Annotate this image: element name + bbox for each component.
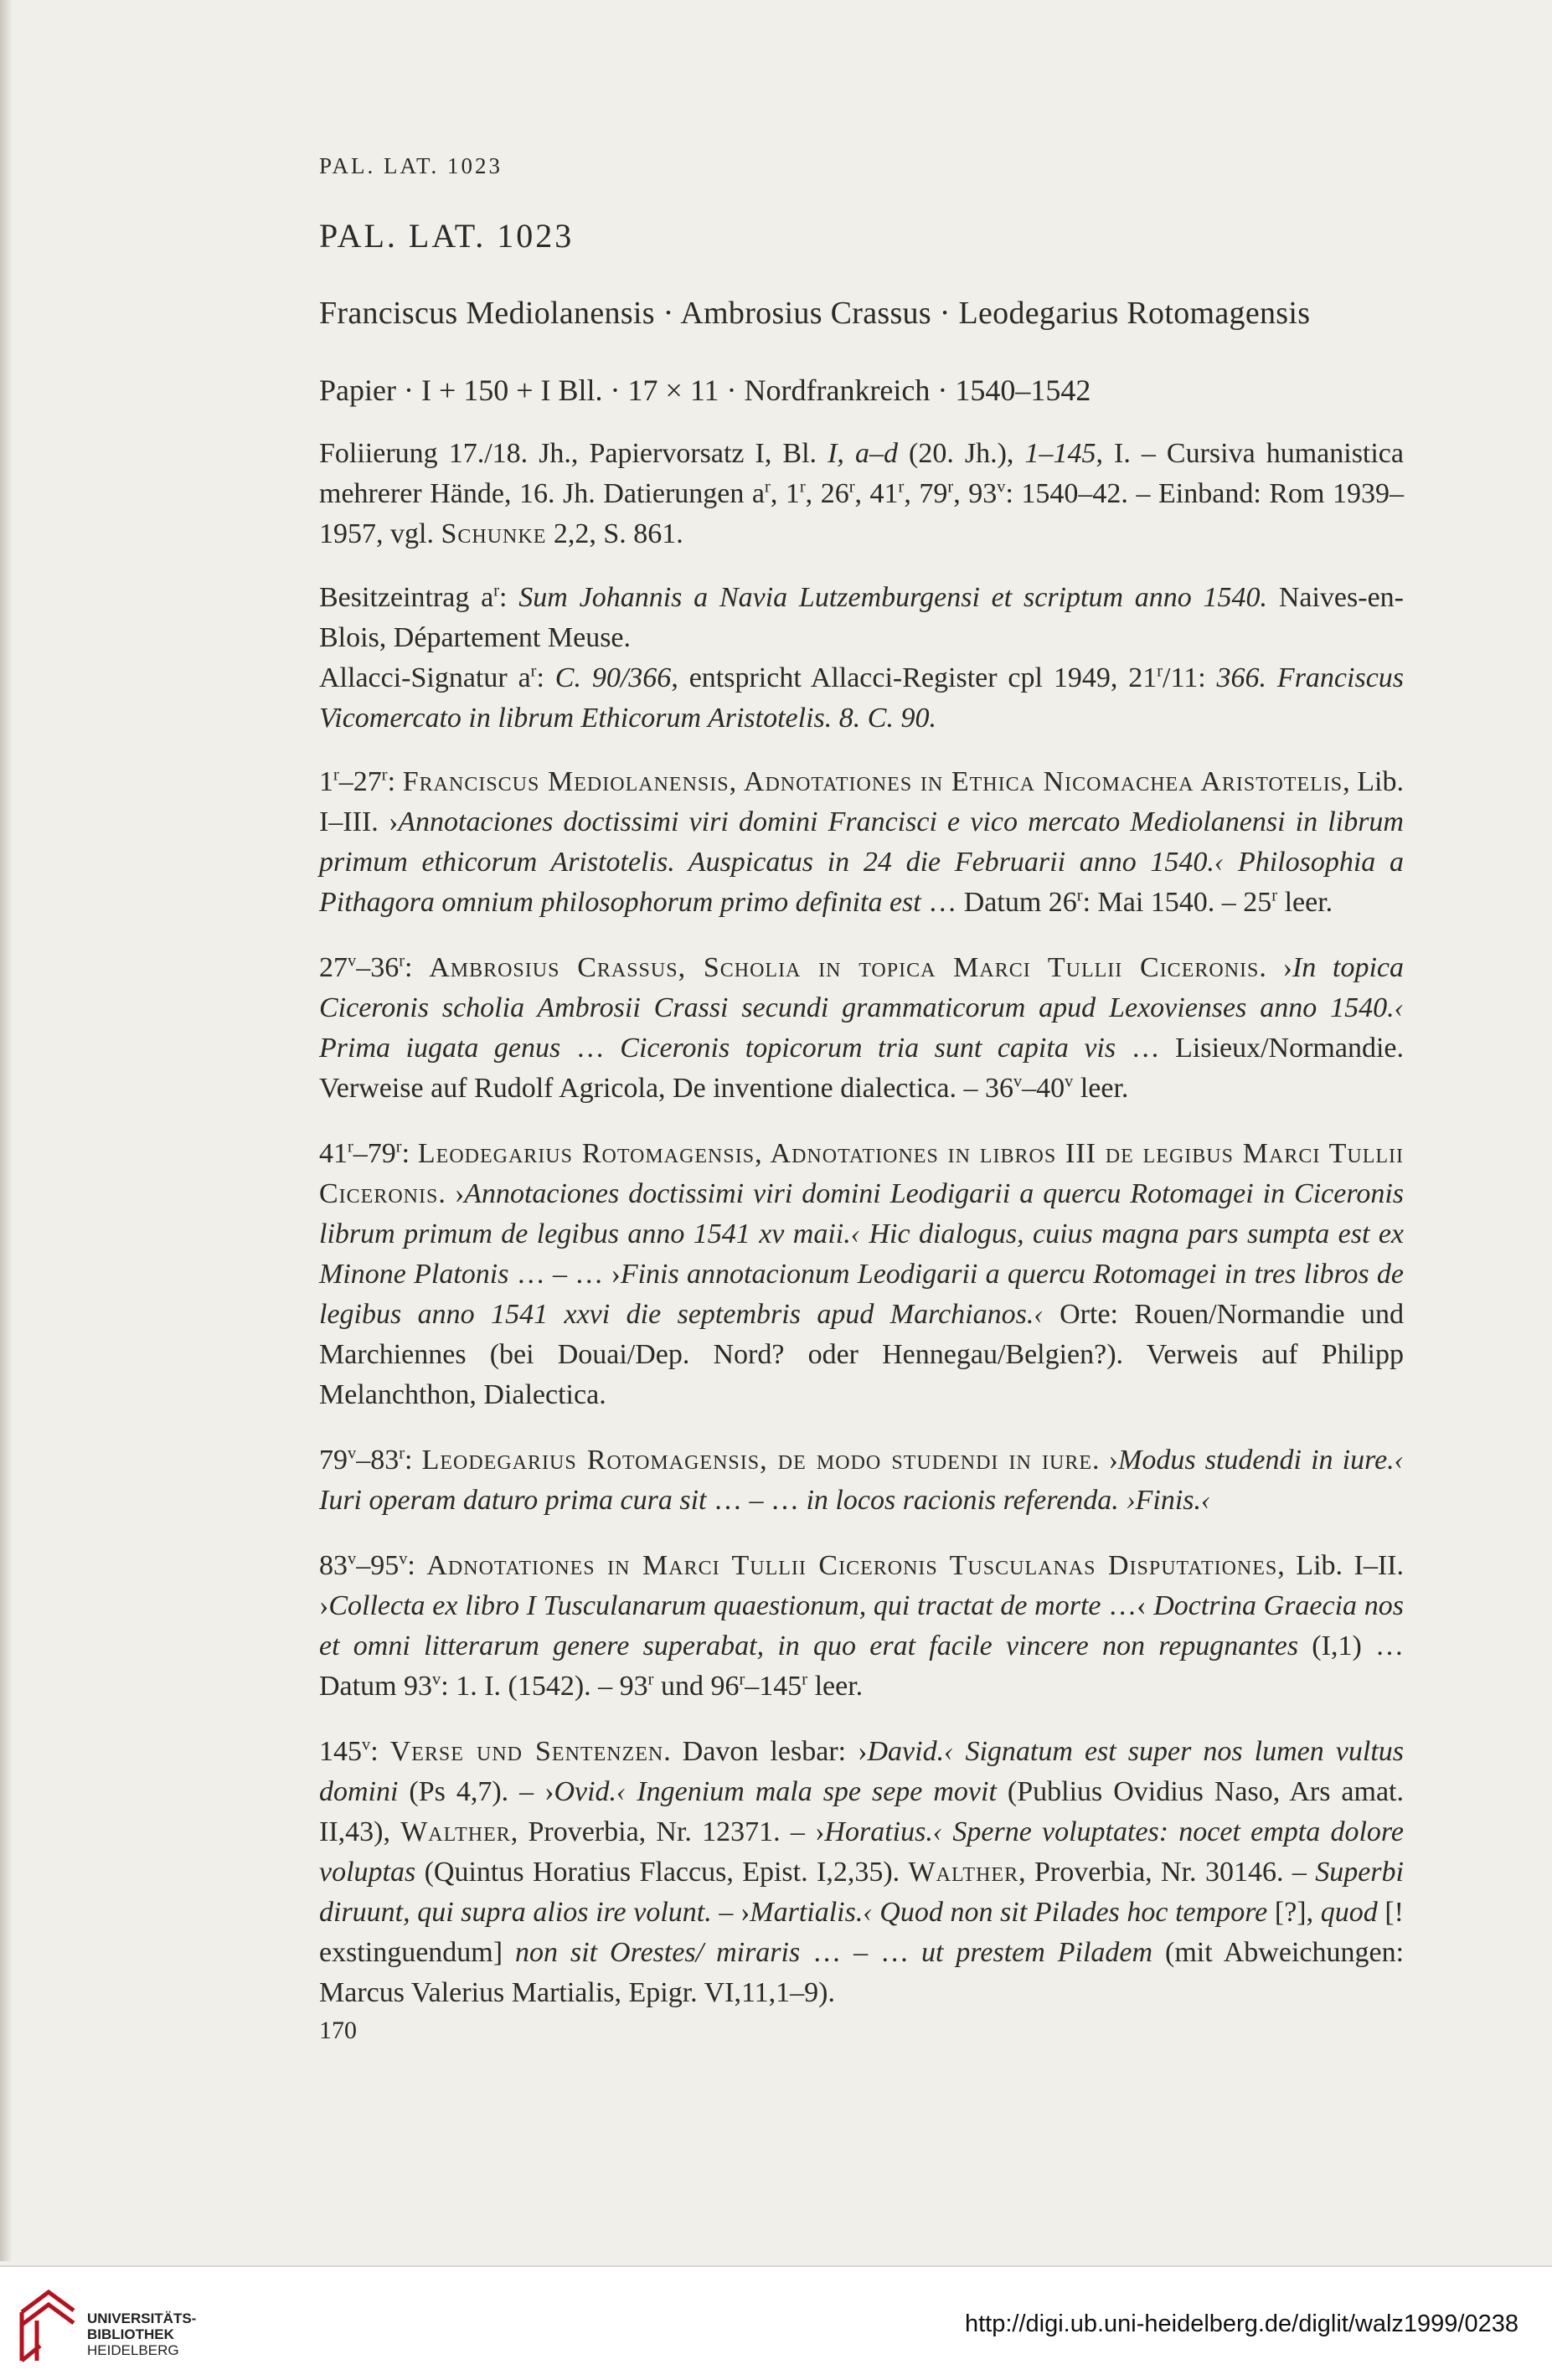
page-gutter-shadow (0, 0, 12, 2261)
content-entry-3: 41$^r$–79$^r$: Leodegarius Rotomagensis, Adnotationes in libros III de legibus Marci Tullii Ciceronis. ›Annotaciones doctissimi viri domini Leodigarii a quercu Rotomagei in Ciceronis librum primum de legibus anno 1541 xv maii.‹ Hic dialogus, cuius magna pars sumpta est ex Minone Platonis … – … ›Finis annotacionum Leodigarii a quercu Rotomagei in tres libros de legibus anno 1541 xxvi die septembris apud Marchianos.‹ Orte: Rouen/Normandie und Marchiennes (bei Douai/Dep. Nord? oder Hennegau/Belgien?). Verweis auf Philipp Melanchthon, Dialectica. (319, 1137, 1405, 1410)
digitization-footer (0, 2265, 1552, 2380)
description-paragraph: Foliierung 17./18. Jh., Papiervorsatz I, Bl. I, a–d (20. Jh.), 1–145, I. – Cursiva humanistica mehrerer Hände, 16. Jh. Datierungen $a^r$, 1$^r$, 26$^r$, 41$^r$, 79$^r$, 93$^v$: 1540–42. – Einband: Rom 1939–1957, vgl. Schunke 2,2, S. 861. (319, 438, 1404, 549)
allacci-paragraph: Allacci-Signatur $a^r$: C. 90/366, entspricht Allacci-Register cpl 1949, 21$^r$/11: 366. Franciscus Vicomercato in librum Ethicorum Aristotelis. 8. C. 90. (319, 662, 1405, 734)
content-entry-6: 145$^v$: Verse und Sentenzen. Davon lesbar: ›David.‹ Signatum est super nos lumen vultus domini (Ps 4,7). – ›Ovid.‹ Ingenium mala spe sepe movit (Publius Ovidius Naso, Ars amat. II,43), Walther, Proverbia, Nr. 12371. – ›Horatius.‹ Sperne voluptates: nocet empta dolore voluptas (Quintus Horatius Flaccus, Epist. I,2,35). Walther, Proverbia, Nr. 30146. – Superbi diruunt, qui supra alios ire volunt. – ›Martialis.‹ Quod non sit Pilades hoc tempore [?], quod [! exstinguendum] non sit Orestes/ miraris … – … ut prestem Piladem (mit Abweichungen: Marcus Valerius Martialis, Epigr. VI,11,1–9). (319, 1735, 1405, 2008)
shelfmark-heading: PAL. LAT. 1023 (319, 217, 575, 255)
catalog-entry (319, 216, 1404, 2038)
content-entry-5: 83$^v$–95$^v$: Adnotationes in Marci Tullii Ciceronis Tusculanas Disputationes, Lib. I–II. ›Collecta ex libro I Tusculanarum quaestionum, qui tractat de morte …‹ Doctrina Graecia nos et omni litterarum genere superabat, in quo erat facile vincere non repugnantes (I,1) … Datum 93$^v$: 1. I. (1542). – 93$^r$ und 96$^r$–145$^r$ leer. (319, 1549, 1405, 1702)
content-entry-4: 79$^v$–83$^r$: Leodegarius Rotomagensis, de modo studendi in iure. ›Modus studendi in iure.‹ Iuri operam daturo prima cura sit … – … in locos racionis referenda. ›Finis.‹ (319, 1444, 1405, 1516)
page-number: 170 (319, 2017, 357, 2044)
page-url-link[interactable]: http://digi.ub.uni-heidelberg.de/diglit/walz1999/0238 (964, 2310, 1518, 2337)
physical-summary: Papier · I + 150 + I Bll. · 17 × 11 · Nordfrankreich · 1540–1542 (319, 373, 1091, 407)
running-head: PAL. LAT. 1023 (319, 153, 503, 178)
content-entry-1: 1$^r$–27$^r$: Franciscus Mediolanensis, Adnotationes in Ethica Nicomachea Aristotelis, Lib. I–III. ›Annotaciones doctissimi viri domini Francisci e vico mercato Mediolanensi in librum primum ethicorum Aristotelis. Auspicatus in 24 die Februarii anno 1540.‹ Philosophia a Pithagora omnium philosophorum primo definita est … Datum 26$^r$: Mai 1540. – 25$^r$ leer. (319, 765, 1405, 918)
content-entry-2: 27$^v$–36$^r$: Ambrosius Crassus, Scholia in topica Marci Tullii Ciceronis. ›In topica Ciceronis scholia Ambrosii Crassi secundi grammaticorum apud Lexovienses anno 1540.‹ Prima iugata genus … Ciceronis topicorum tria sunt capita vis … Lisieux/Normandie. Verweise auf Rudolf Agricola, De inventione dialectica. – 36$^v$–40$^v$ leer. (319, 951, 1405, 1104)
provenance-paragraph: Besitzeintrag $a^r$: Sum Johannis a Navia Lutzemburgensi et scriptum anno 1540. Naives-en-Blois, Département Meuse. (319, 581, 1404, 653)
library-name: UNIVERSITÄTS- BIBLIOTHEK HEIDELBERG (87, 2310, 197, 2358)
library-logo-icon (15, 2287, 78, 2367)
authors-heading: Franciscus Mediolanensis · Ambrosius Crassus · Leodegarius Rotomagensis (319, 296, 1311, 331)
